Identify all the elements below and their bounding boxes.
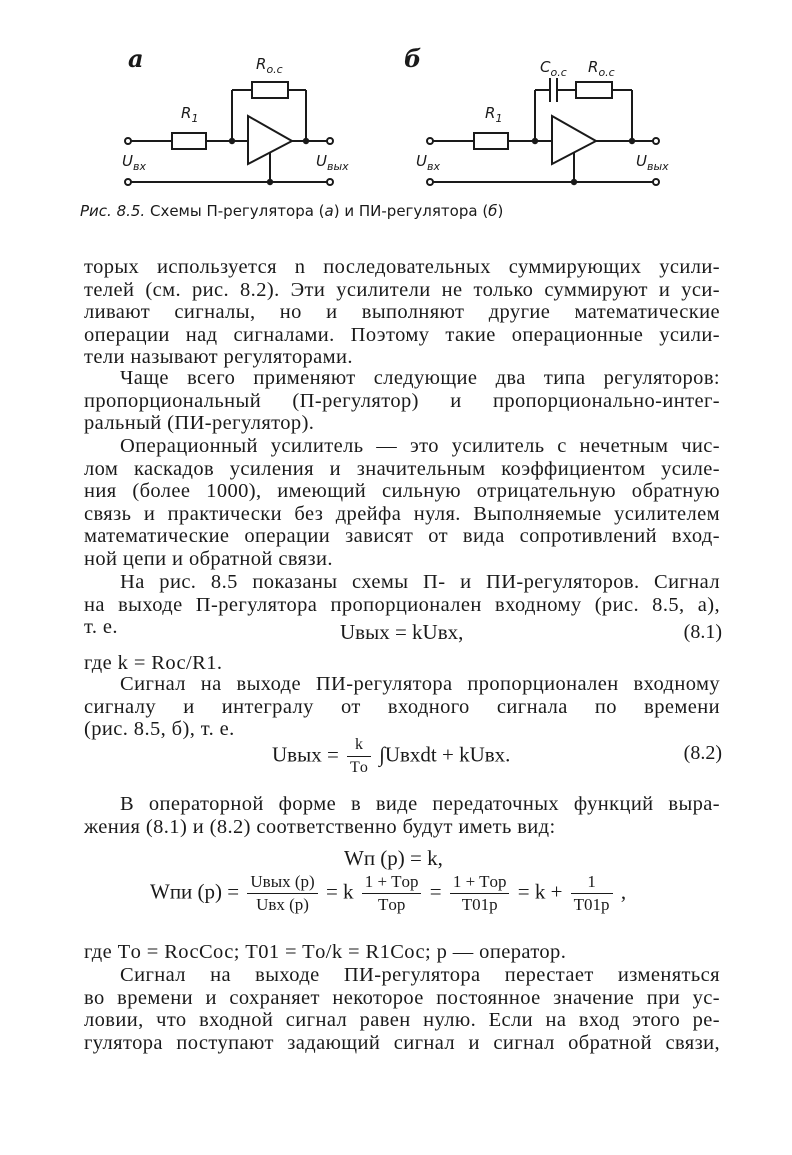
equation-8-2: Uвых = $\frac{k}{Tо}$ ∫Uвхdt + kUвх. bbox=[272, 736, 511, 776]
panel-a-label: а bbox=[128, 44, 144, 73]
input-voltage-label-b: $U_{вх}$ bbox=[416, 152, 440, 173]
p-regulator-circuit bbox=[125, 82, 333, 185]
paragraph-5: Сигнал на выходе ПИ-регулятора пропорционален входному сигналу и интегралу от входного сигнала по времени (рис. 8.5, б), т. е. bbox=[84, 673, 720, 741]
paragraph-6: В операторной форме в виде передаточных функций выра- жения (8.1) и (8.2) соответственно будут иметь вид: bbox=[84, 793, 720, 838]
feedback-resistor-b bbox=[576, 82, 612, 98]
equation-wpi: Wпи (p) = $\frac{\text{Uвых (p)}}{\text{Uвх (p)}}$ = k $\frac{\text{1 + Tоp}}{\text{Tоp}}$ = $\frac{\text{1 + Tоp}}{T01p}$ = k + $\frac{1}{T01p}$ , bbox=[150, 872, 627, 914]
equation-number-8-2: (8.2) bbox=[683, 742, 722, 764]
feedback-capacitor-label-b: $C_{о.с}$ bbox=[540, 58, 567, 79]
input-resistor-label-a: $R_1$ bbox=[181, 104, 199, 125]
pi-regulator-circuit bbox=[427, 78, 659, 185]
equation-wp: Wп (p) = k, bbox=[344, 846, 443, 870]
where-clause-2: где Tо = RосCос; T01 = Tо/k = R1Cос; p — оператор. bbox=[84, 941, 567, 963]
input-resistor-a bbox=[172, 133, 206, 149]
feedback-resistor-label-a: $R_{о.с}$ bbox=[256, 55, 283, 76]
feedback-resistor-label-b: $R_{о.с}$ bbox=[588, 58, 615, 79]
figure-caption: Рис. 8.5. Схемы П-регулятора (а) и ПИ-регулятора (б) bbox=[80, 202, 504, 220]
input-resistor-b bbox=[474, 133, 508, 149]
input-resistor-label-b: $R_1$ bbox=[485, 104, 503, 125]
where-clause-1: где k = Rос/R1. bbox=[84, 652, 223, 674]
paragraph-4: На рис. 8.5 показаны схемы П- и ПИ-регуляторов. Сигнал на выходе П-регулятора пропорционален входному (рис. 8.5, а), т. е. bbox=[84, 571, 720, 639]
output-voltage-label-a: $U_{вых}$ bbox=[316, 152, 349, 173]
paragraph-1: торых используется n последовательных суммирующих усили- телей (см. рис. 8.2). Эти усилители не только суммируют и уси- ливают сигналы, но и выполняют другие математические операции над сигналами. Поэтому такие операционные усили- тели называют регуляторами. bbox=[84, 256, 720, 369]
paragraph-7: Сигнал на выходе ПИ-регулятора перестает изменяться во времени и сохраняет некоторое постоянное значение при ус- ловии, что входной сигнал равен нулю. Если на вход этого ре- гулятора поступают задающий сигнал и сигнал обратной связи, bbox=[84, 964, 720, 1054]
paragraph-2: Чаще всего применяют следующие два типа регуляторов: пропорциональный (П-регулятор) и пропорционально-интег- ральный (ПИ-регулятор). bbox=[84, 367, 720, 435]
input-voltage-label-a: $U_{вх}$ bbox=[122, 152, 146, 173]
panel-b-label: б bbox=[404, 44, 422, 73]
equation-8-1: Uвых = kUвх, bbox=[340, 620, 464, 644]
output-voltage-label-b: $U_{вых}$ bbox=[636, 152, 669, 173]
equation-number-8-1: (8.1) bbox=[683, 621, 722, 643]
paragraph-3: Операционный усилитель — это усилитель с нечетным чис- лом каскадов усиления и значительным коэффициентом усиле- ния (более 1000), имеющий сильную отрицательную обратную связь и практически без дрейфа нуля. Выполняемые усилителем математические операции зависят от вида сопротивлений вход- ной цепи и обратной связи. bbox=[84, 435, 720, 570]
feedback-resistor-a bbox=[252, 82, 288, 98]
circuit-diagrams bbox=[0, 0, 792, 230]
